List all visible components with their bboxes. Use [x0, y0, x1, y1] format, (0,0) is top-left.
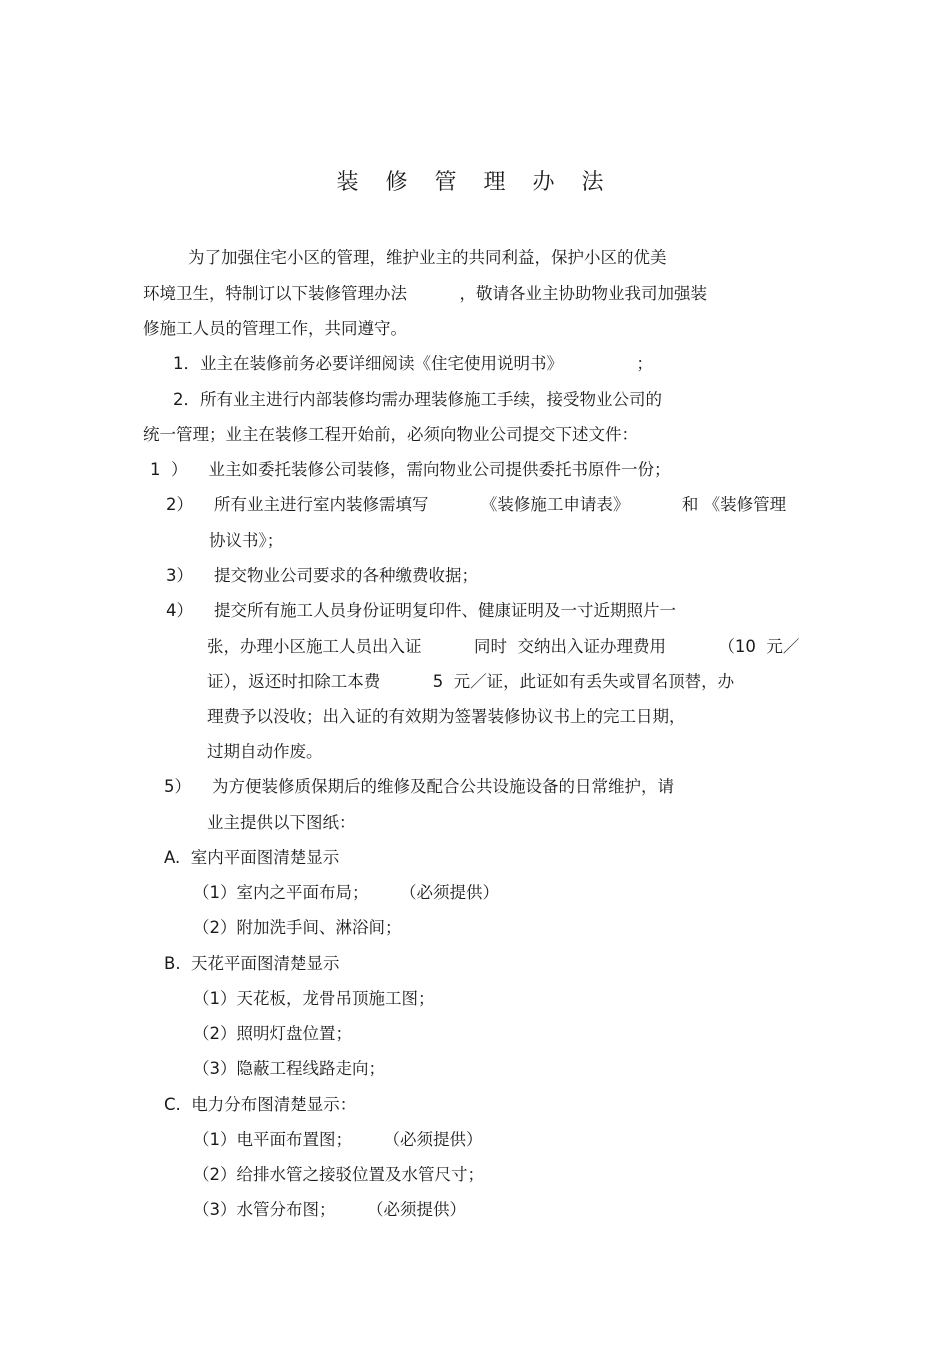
intro-line-3: 修施工人员的管理工作，共同遵守。	[143, 319, 407, 338]
section-a-item-2: （2）附加洗手间、淋浴间；	[193, 918, 402, 937]
item-2-line-1: 2） 所有业主进行室内装修需填写 《装修施工申请表》 和 《装修管理	[166, 495, 787, 514]
item-4-line-1: 4） 提交所有施工人员身份证明复印件、健康证明及一寸近期照片一	[166, 601, 676, 620]
item-4-line-4: 理费予以没收；出入证的有效期为签署装修协议书上的完工日期，	[207, 707, 686, 726]
intro-line-2: 环境卫生，特制订以下装修管理办法 ，敬请各业主协助物业我司加强装	[143, 284, 707, 303]
item-3: 3） 提交物业公司要求的各种缴费收据；	[166, 566, 478, 585]
rule-2-line-2: 统一管理；业主在装修工程开始前，必须向物业公司提交下述文件：	[143, 425, 638, 444]
item-1: 1 ） 业主如委托装修公司装修，需向物业公司提供委托书原件一份；	[150, 460, 671, 479]
section-c-item-2: （2）给排水管之接驳位置及水管尺寸；	[193, 1165, 484, 1184]
item-4-line-5: 过期自动作废。	[207, 742, 323, 761]
section-c-item-3: （3）水管分布图； （必须提供）	[193, 1200, 466, 1219]
item-4-line-3: 证），返还时扣除工本费 5 元／证，此证如有丢失或冒名顶替，办	[207, 672, 735, 691]
item-5-line-2: 业主提供以下图纸：	[207, 813, 356, 832]
intro-line-1: 为了加强住宅小区的管理，维护业主的共同利益，保护小区的优美	[188, 248, 667, 267]
item-4-line-2: 张，办理小区施工人员出入证 同时 交纳出入证办理费用 （10 元／	[207, 637, 800, 656]
section-c-item-1: （1）电平面布置图； （必须提供）	[193, 1130, 483, 1149]
section-c-heading: C. 电力分布图清楚显示：	[164, 1095, 357, 1114]
item-2-line-2: 协议书》；	[209, 531, 284, 550]
section-b-heading: B. 天花平面图清楚显示	[164, 954, 340, 973]
rule-2-line-1: 2．所有业主进行内部装修均需办理装修施工手续，接受物业公司的	[173, 390, 662, 409]
section-b-item-3: （3）隐蔽工程线路走向；	[193, 1059, 385, 1078]
section-a-heading: A. 室内平面图清楚显示	[164, 848, 340, 867]
section-a-item-1: （1）室内之平面布局； （必须提供）	[193, 883, 499, 902]
section-b-item-2: （2）照明灯盘位置；	[193, 1024, 352, 1043]
section-b-item-1: （1）天花板，龙骨吊顶施工图；	[193, 989, 435, 1008]
page-title: 装 修 管 理 办 法	[336, 170, 614, 195]
item-5-line-1: 5） 为方便装修质保期后的维修及配合公共设施设备的日常维护，请	[164, 777, 674, 796]
rule-1: 1．业主在装修前务必要详细阅读《住宅使用说明书》 ；	[173, 354, 653, 373]
